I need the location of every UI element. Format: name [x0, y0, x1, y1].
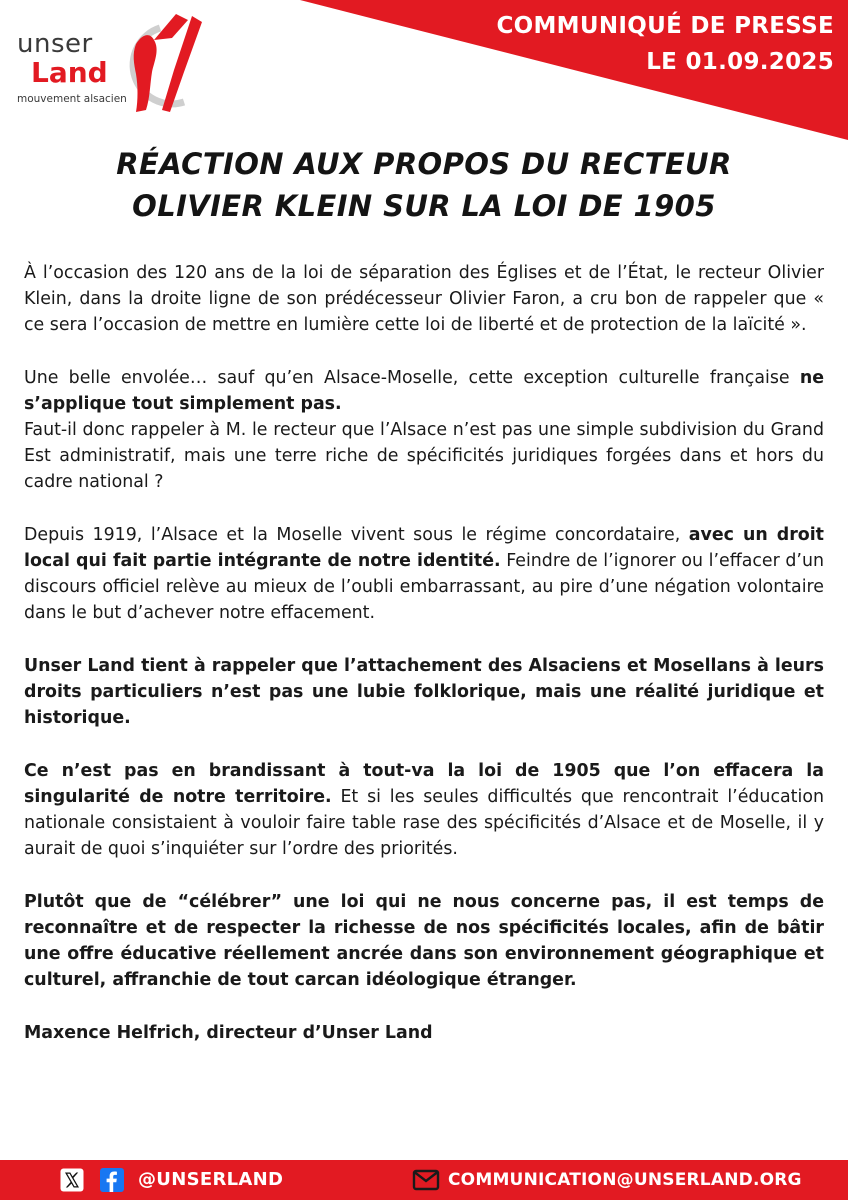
- title-line-1: RÉACTION AUX PROPOS DU RECTEUR: [116, 147, 732, 181]
- paragraph-6: [24, 889, 824, 993]
- logo-mark-icon: [114, 14, 206, 114]
- paragraph-2-text: Une belle envolée… sauf qu’en Alsace-Moselle, cette exception culturelle française: [24, 368, 800, 388]
- press-release-date: LE 01.09.2025: [646, 49, 834, 75]
- press-release-label: [496, 8, 834, 80]
- paragraph-1-text: À l’occasion des 120 ans de la loi de séparation des Églises et de l’État, le recteur Olivier Klein, dans la droite ligne de son prédécesseur Olivier Faron, a cru bon de rappeler que « ce sera l’occasion de mettre en lumière cette loi de liberté et de protection de la laïcité ».: [24, 263, 824, 335]
- social-handle[interactable]: @UNSERLAND: [138, 1169, 284, 1190]
- x-icon[interactable]: [60, 1168, 84, 1192]
- paragraph-4: [24, 653, 824, 731]
- signature: [24, 1020, 824, 1046]
- paragraph-2: [24, 365, 824, 495]
- press-release-body: [24, 260, 824, 1073]
- paragraph-1: [24, 260, 824, 338]
- paragraph-5-continuation: Et si les seules difficultés que rencontrait l’éducation nationale consistaient à vouloir faire table rase des spécificités d’Alsace et de Moselle, il y aurait de quoi s’inquiéter sur l’ordre des priorités.: [24, 787, 824, 859]
- paragraph-3-text: Depuis 1919, l’Alsace et la Moselle vivent sous le régime concordataire,: [24, 525, 689, 545]
- contact-email[interactable]: COMMUNICATION@UNSERLAND.ORG: [448, 1170, 802, 1190]
- footer-bar: [0, 1160, 848, 1200]
- logo-tagline: mouvement alsacien: [17, 93, 127, 105]
- logo-word-unser: unser: [17, 29, 93, 59]
- signature-text: Maxence Helfrich, directeur d’Unser Land: [24, 1023, 433, 1043]
- mail-icon: [412, 1168, 440, 1192]
- paragraph-3-emphasis: avec un droit local qui fait partie intégrante de notre identité.: [24, 525, 824, 571]
- paragraph-5-emphasis: Ce n’est pas en brandissant à tout-va la loi de 1905 que l’on effacera la singularité de notre territoire.: [24, 761, 824, 807]
- paragraph-2-emphasis: ne s’applique tout simplement pas.: [24, 368, 824, 414]
- paragraph-2-continuation: Faut-il donc rappeler à M. le recteur que l’Alsace n’est pas une simple subdivision du Grand Est administratif, mais une terre riche de spécificités juridiques forgées dans et hors du cadre national ?: [24, 420, 824, 492]
- paragraph-4-emphasis: Unser Land tient à rappeler que l’attachement des Alsaciens et Mosellans à leurs droits particuliers n’est pas une lubie folklorique, mais une réalité juridique et historique.: [24, 656, 824, 728]
- document-title: [0, 143, 848, 227]
- title-line-2: OLIVIER KLEIN SUR LA LOI DE 1905: [132, 189, 716, 223]
- press-release-heading: COMMUNIQUÉ DE PRESSE: [496, 13, 834, 39]
- paragraph-3: [24, 522, 824, 626]
- logo-word-land: Land: [31, 56, 108, 89]
- facebook-icon[interactable]: [100, 1168, 124, 1192]
- paragraph-6-emphasis: Plutôt que de “célébrer” une loi qui ne nous concerne pas, il est temps de reconnaître et de respecter la richesse de nos spécificités locales, afin de bâtir une offre éducative réellement ancrée dans son environnement géographique et culturel, affranchie de tout carcan idéologique étranger.: [24, 892, 824, 990]
- paragraph-3-continuation: Feindre de l’ignorer ou l’effacer d’un discours officiel relève au mieux de l’oubli embarrassant, au pire d’une négation volontaire dans le but d’achever notre effacement.: [24, 551, 824, 623]
- unser-land-logo: [14, 14, 204, 114]
- paragraph-5: [24, 758, 824, 862]
